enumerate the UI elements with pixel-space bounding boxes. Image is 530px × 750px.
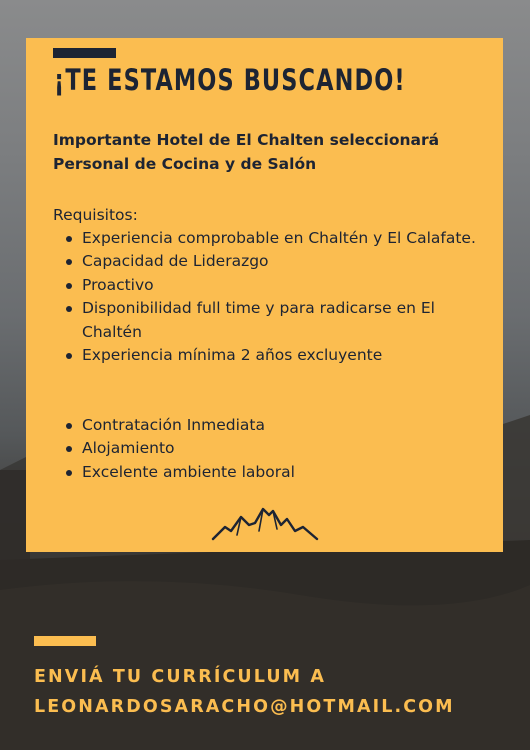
list-item-text: Experiencia mínima 2 años excluyente bbox=[82, 346, 383, 365]
footer-accent-bar bbox=[34, 636, 96, 646]
list-item-text: Capacidad de Liderazgo bbox=[82, 252, 269, 271]
intro-line-1: Importante Hotel de El Chalten seleccionará bbox=[53, 131, 440, 149]
list-item-text: Proactivo bbox=[82, 275, 154, 294]
bullet-icon bbox=[66, 353, 72, 359]
bullet-icon bbox=[66, 470, 72, 476]
requirements-title: Requisitos: bbox=[53, 206, 138, 224]
accent-bar bbox=[53, 48, 116, 58]
list-item bbox=[53, 297, 483, 344]
bullet-icon bbox=[66, 283, 72, 289]
list-item-text: Alojamiento bbox=[82, 439, 175, 458]
bullet-icon bbox=[66, 306, 72, 312]
intro-line-2: Personal de Cocina y de Salón bbox=[53, 155, 317, 173]
bullet-icon bbox=[66, 259, 72, 265]
bullet-icon bbox=[66, 446, 72, 452]
list-item bbox=[53, 344, 483, 367]
list-item-text: Contratación Inmediata bbox=[82, 416, 265, 434]
headline: ¡TE ESTAMOS BUSCANDO! bbox=[54, 63, 406, 97]
cta-line-1: ENVIÁ TU CURRÍCULUM A bbox=[34, 667, 326, 687]
mountain-peaks-icon bbox=[211, 501, 321, 543]
list-item bbox=[53, 250, 483, 273]
list-item bbox=[53, 227, 483, 250]
call-to-action bbox=[34, 662, 455, 722]
list-item bbox=[53, 437, 483, 460]
contact-email[interactable]: LEONARDOSARACHO@HOTMAIL.COM bbox=[34, 697, 455, 717]
list-item bbox=[53, 461, 483, 484]
bullet-icon bbox=[66, 423, 72, 429]
list-item-text: Excelente ambiente laboral bbox=[82, 462, 295, 481]
benefits-list bbox=[53, 414, 483, 484]
job-posting-card bbox=[26, 38, 503, 552]
bullet-icon bbox=[66, 236, 72, 242]
list-item bbox=[53, 414, 483, 437]
requirements-list bbox=[53, 227, 483, 367]
list-item bbox=[53, 274, 483, 297]
list-item-text: Experiencia comprobable en Chaltén y El Calafate. bbox=[82, 229, 476, 247]
intro-text bbox=[53, 128, 493, 176]
list-item-text: Disponibilidad full time y para radicarse en El Chaltén bbox=[82, 299, 435, 341]
